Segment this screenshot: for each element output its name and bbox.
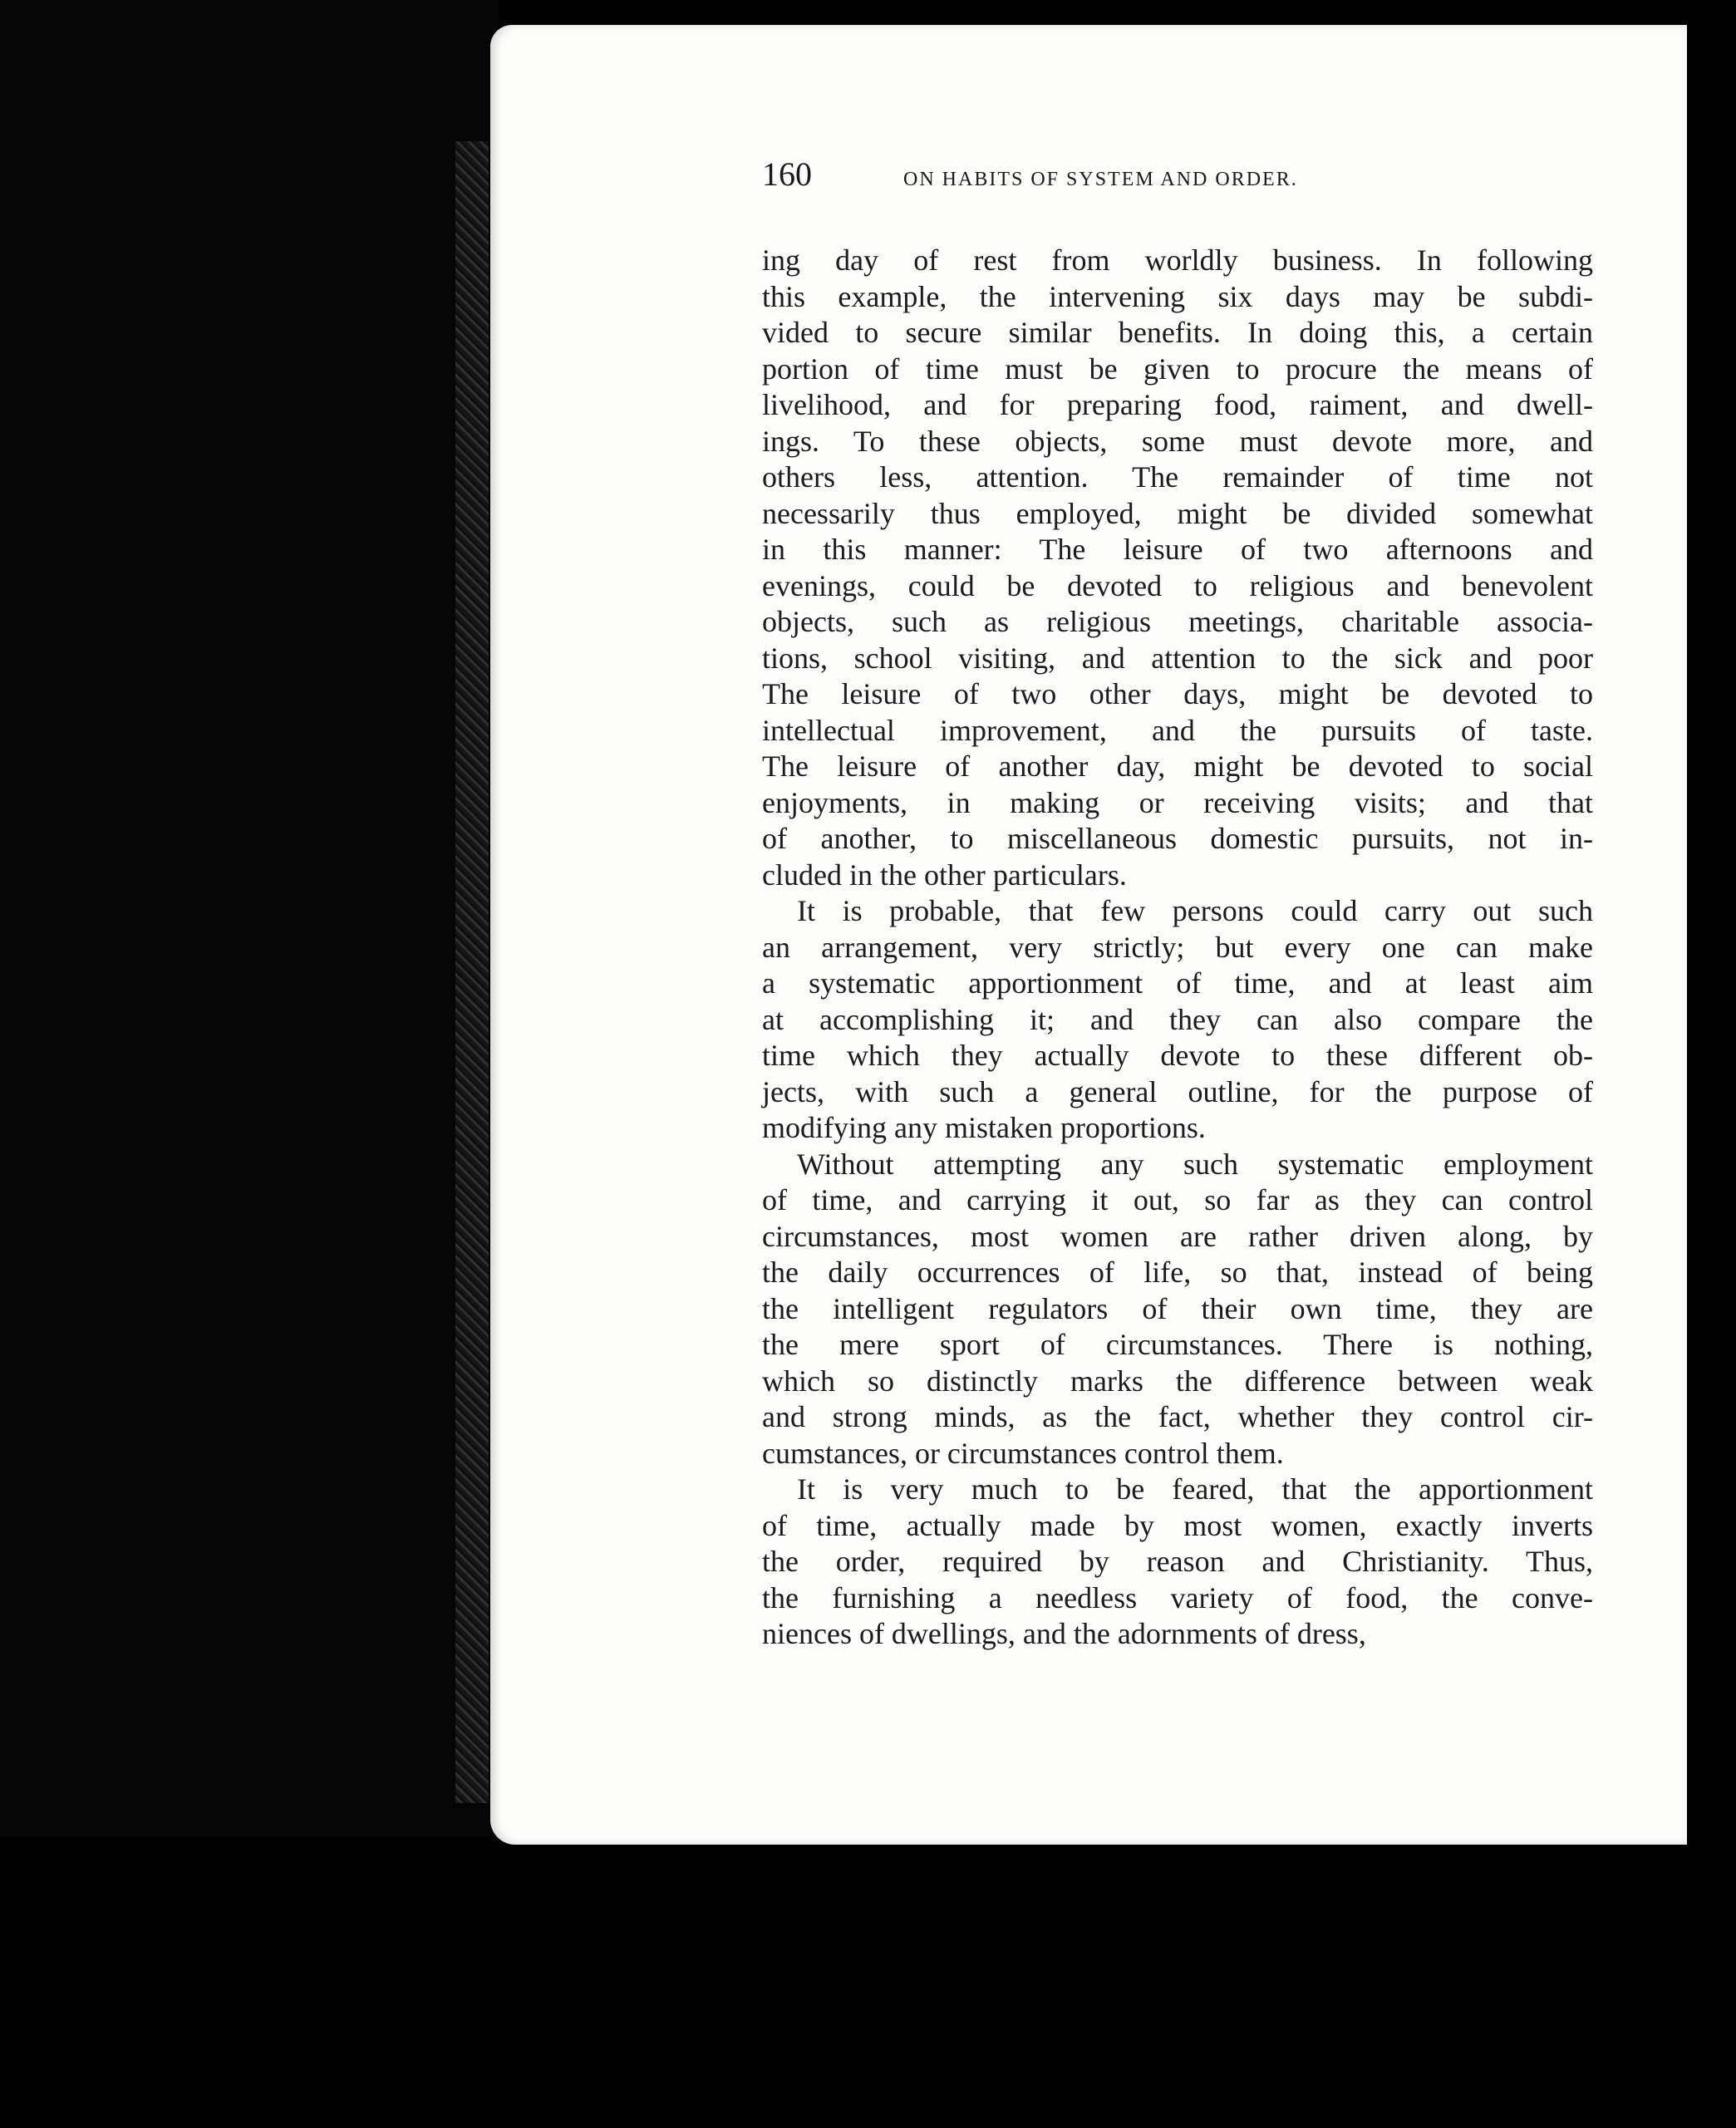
book-spine-edge xyxy=(455,141,489,1803)
page-header xyxy=(762,150,1593,199)
right-page-edge-shadow xyxy=(1687,0,1736,2128)
body-text xyxy=(762,243,1593,1653)
text-line: necessarily thus employed, might be divided somewhat xyxy=(762,496,1593,530)
text-line: ings. To these objects, some must devote more, and xyxy=(762,424,1593,458)
paragraph xyxy=(762,893,1593,1147)
text-line: cluded in the other particulars. xyxy=(762,858,1127,892)
text-line: and strong minds, as the fact, whether they control cir- xyxy=(762,1400,1593,1433)
text-line: of time, actually made by most women, exactly inverts xyxy=(762,1508,1593,1542)
text-line: circumstances, most women are rather driven along, by xyxy=(762,1219,1593,1253)
text-line: niences of dwellings, and the adornments of dress, xyxy=(762,1617,1366,1650)
text-line: The leisure of two other days, might be devoted to xyxy=(762,677,1593,710)
bottom-scan-shadow xyxy=(0,1836,1736,2128)
text-line: the mere sport of circumstances. There is nothing, xyxy=(762,1328,1593,1361)
text-line: livelihood, and for preparing food, raiment, and dwell- xyxy=(762,388,1593,421)
text-line: ing day of rest from worldly business. In following xyxy=(762,243,1593,277)
text-line: which so distinctly marks the difference between weak xyxy=(762,1364,1593,1398)
text-line: portion of time must be given to procure the means of xyxy=(762,351,1593,386)
text-line: of time, and carrying it out, so far as they can control xyxy=(762,1183,1593,1216)
text-line: objects, such as religious meetings, charitable associa- xyxy=(762,605,1593,638)
running-head: ON HABITS OF SYSTEM AND ORDER. xyxy=(903,169,1298,190)
paragraph xyxy=(762,1147,1593,1472)
text-line: Without attempting any such systematic employment xyxy=(797,1147,1593,1181)
text-line: of another, to miscellaneous domestic pursuits, not in- xyxy=(762,822,1593,855)
book-binding-shadow xyxy=(0,0,499,2128)
text-line: the daily occurrences of life, so that, instead of being xyxy=(762,1256,1593,1289)
text-line: this example, the intervening six days may be subdi- xyxy=(762,279,1593,313)
text-line: enjoyments, in making or receiving visits; and that xyxy=(762,785,1593,819)
text-line: jects, with such a general outline, for the purpose of xyxy=(762,1074,1593,1108)
text-line: the order, required by reason and Christianity. Thus, xyxy=(762,1545,1593,1578)
text-line: tions, school visiting, and attention to the sick and poor xyxy=(762,641,1593,675)
text-line: intellectual improvement, and the pursuits of taste. xyxy=(762,713,1593,747)
text-line: It is probable, that few persons could carry out such xyxy=(797,894,1593,927)
text-line: others less, attention. The remainder of time not xyxy=(762,460,1593,494)
paragraph xyxy=(762,1472,1593,1653)
text-line: vided to secure similar benefits. In doing this, a certain xyxy=(762,316,1593,349)
text-line: evenings, could be devoted to religious and benevolent xyxy=(762,568,1593,602)
text-line: It is very much to be feared, that the apportionment xyxy=(797,1472,1593,1506)
text-line: the intelligent regulators of their own time, they are xyxy=(762,1291,1593,1325)
text-line: The leisure of another day, might be devoted to social xyxy=(762,749,1593,783)
paragraph xyxy=(762,243,1593,893)
text-line: cumstances, or circumstances control them. xyxy=(762,1436,1284,1470)
text-line: the furnishing a needless variety of food, the conve- xyxy=(762,1580,1593,1614)
text-line: in this manner: The leisure of two afternoons and xyxy=(762,533,1593,566)
page-number: 160 xyxy=(762,155,812,193)
text-line: a systematic apportionment of time, and at least aim xyxy=(762,966,1593,1000)
text-line: time which they actually devote to these different ob- xyxy=(762,1039,1593,1072)
text-line: at accomplishing it; and they can also compare the xyxy=(762,1002,1593,1036)
book-page xyxy=(490,25,1687,1845)
text-line: an arrangement, very strictly; but every one can make xyxy=(762,930,1593,964)
text-line: modifying any mistaken proportions. xyxy=(762,1111,1206,1144)
